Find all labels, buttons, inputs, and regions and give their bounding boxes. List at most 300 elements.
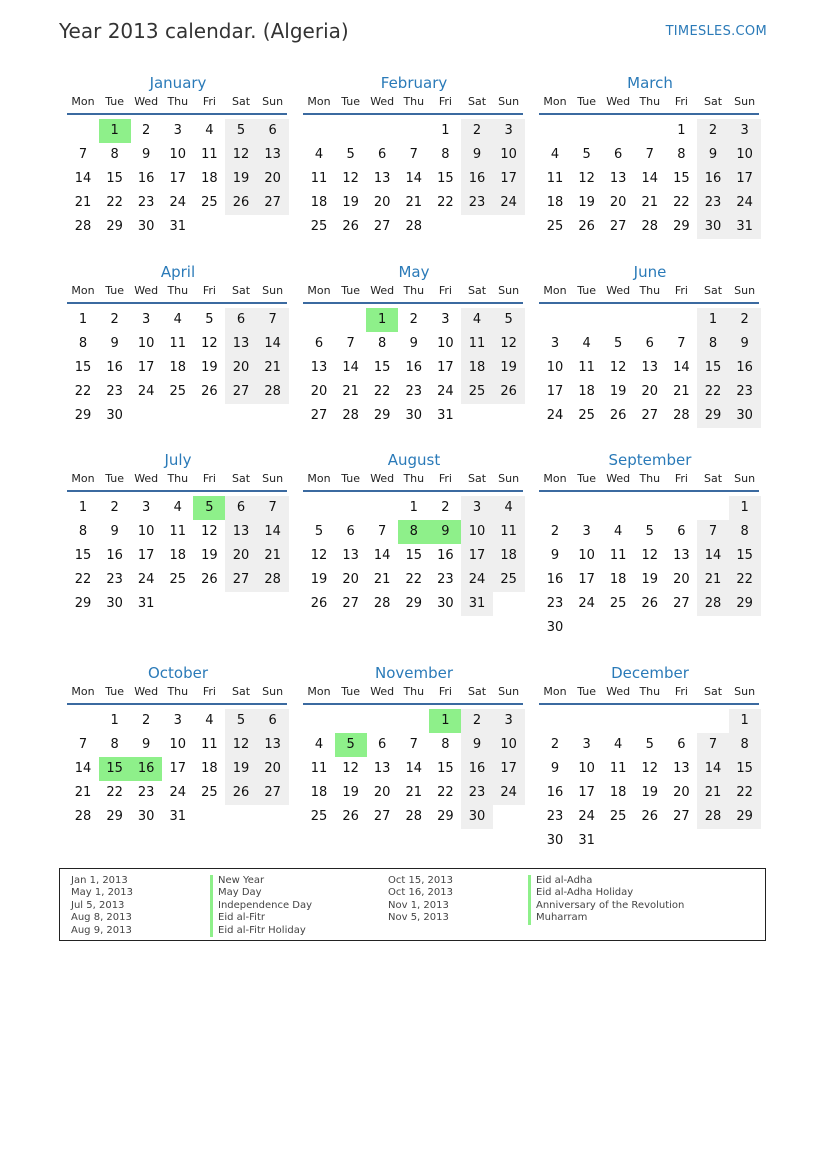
day-cell: 15 [673,171,690,186]
day-cell: 23 [437,572,454,587]
day-cell: 11 [493,520,525,544]
day-cell: 21 [697,781,729,805]
day-cell: 8 [78,336,88,351]
day-cell: 5 [582,147,591,162]
day-cell: 8 [697,332,729,356]
day-cell: 17 [493,167,525,191]
day-cell: 15 [437,761,454,776]
day-cell: 8 [110,147,119,162]
day-cell: 26 [342,809,359,824]
day-cell: 27 [609,219,627,234]
weekday-header [303,472,525,486]
day-cell: 5 [493,308,525,332]
day-cell: 12 [310,548,328,563]
day-cell: 2 [550,737,560,752]
day-cell: 20 [373,785,391,800]
header-rule [539,490,759,492]
day-cell: 2 [697,119,729,143]
day-cell: 16 [461,757,493,781]
day-cell: 24 [493,191,525,215]
day-cell: 15 [405,548,423,563]
weekday-header [539,685,761,699]
day-cell: 10 [137,524,155,539]
day-cell: 23 [546,596,564,611]
day-cell: 13 [310,360,328,375]
day-cell: 25 [461,380,493,404]
day-cell: 17 [437,360,454,375]
month-title: August [387,451,441,469]
day-cell: 5 [645,524,654,539]
day-cell: 3 [582,524,591,539]
day-cell: 1 [78,312,88,327]
weekday-label: Sat [467,95,487,108]
day-cell: 2 [110,312,119,327]
day-cell: 28 [405,809,423,824]
day-cell: 26 [493,380,525,404]
day-cell: 30 [697,215,729,239]
day-cell: 28 [373,596,391,611]
weekday-header [67,472,289,486]
weekday-label: Mon [71,284,95,297]
weekday-label: Wed [370,95,395,108]
day-cell: 18 [546,195,564,210]
day-cell: 26 [578,219,595,234]
day-cell: 17 [461,544,493,568]
day-cell: 7 [697,520,729,544]
day-cell: 3 [441,312,450,327]
day-cell: 5 [614,336,623,351]
day-cell: 29 [373,408,391,423]
day-cell: 4 [550,147,560,162]
legend-date: May 1, 2013 [71,887,134,899]
day-cell: 10 [437,336,454,351]
day-cell: 4 [614,524,623,539]
day-cell: 17 [729,167,761,191]
day-cell: 22 [437,785,454,800]
weekday-label: Mon [543,284,567,297]
day-cell: 10 [461,520,493,544]
day-cell: 25 [609,596,627,611]
day-cell: 24 [461,568,493,592]
holiday-day-cell: 8 [398,520,430,544]
day-cell: 3 [142,312,151,327]
day-cell: 17 [578,785,595,800]
day-cell: 22 [106,195,123,210]
day-cell: 29 [405,596,423,611]
month-title: December [611,664,689,682]
day-cell: 18 [609,572,627,587]
weekday-label: Tue [105,685,124,698]
day-cell: 24 [578,809,595,824]
day-cell: 4 [173,500,182,515]
header-rule [303,703,523,705]
day-cell: 9 [550,761,560,776]
weekday-label: Wed [606,472,631,485]
day-cell: 29 [106,809,123,824]
day-cell: 3 [493,709,525,733]
day-cell: 10 [729,143,761,167]
day-cell: 5 [225,709,257,733]
weekday-label: Sat [231,284,251,297]
day-cell: 20 [225,356,257,380]
day-cell: 31 [169,809,187,824]
weekday-label: Thu [167,472,189,485]
day-cell: 16 [137,171,155,186]
day-cell: 12 [609,360,627,375]
day-cell: 11 [169,336,187,351]
day-cell: 15 [74,548,92,563]
day-cell: 4 [205,123,214,138]
day-cell: 19 [493,356,525,380]
day-cell: 3 [582,737,591,752]
day-cell: 21 [673,384,690,399]
day-cell: 28 [697,592,729,616]
day-cell: 8 [729,733,761,757]
weekday-label: Wed [606,284,631,297]
day-cell: 26 [641,809,659,824]
day-cell: 25 [201,195,218,210]
day-cell: 26 [641,596,659,611]
day-cell: 30 [137,809,155,824]
day-cell: 7 [697,733,729,757]
legend-date: Nov 5, 2013 [388,912,449,924]
day-cell: 31 [137,596,155,611]
weekday-label: Mon [71,95,95,108]
legend-holiday-name: Anniversary of the Revolution [528,900,684,912]
day-cell: 6 [378,147,387,162]
day-cell: 5 [205,312,214,327]
weekday-header [67,95,289,109]
day-cell: 25 [310,219,328,234]
day-cell: 8 [78,524,88,539]
day-cell: 30 [137,219,155,234]
day-cell: 8 [729,520,761,544]
holiday-day-cell: 5 [193,496,225,520]
weekday-label: Mon [307,95,331,108]
weekday-label: Sat [467,685,487,698]
header-rule [539,703,759,705]
day-cell: 27 [673,596,690,611]
weekday-label: Sun [734,685,756,698]
legend-dates-right [388,875,453,925]
day-cell: 29 [729,592,761,616]
header-rule [303,490,523,492]
weekday-label: Thu [403,472,425,485]
day-cell: 16 [546,572,564,587]
holiday-day-cell: 9 [429,520,461,544]
day-cell: 2 [409,312,418,327]
day-cell: 13 [373,171,391,186]
weekday-label: Tue [577,284,596,297]
weekday-label: Sat [467,284,487,297]
day-cell: 7 [257,496,289,520]
day-cell: 12 [201,524,218,539]
day-cell: 21 [373,572,391,587]
weekday-label: Fri [674,685,688,698]
day-cell: 9 [142,737,151,752]
day-cell: 2 [729,308,761,332]
day-cell: 20 [342,572,359,587]
day-cell: 12 [342,761,359,776]
header-rule [67,302,287,304]
weekday-header [539,472,761,486]
day-cell: 17 [137,360,155,375]
day-cell: 29 [697,404,729,428]
day-cell: 28 [673,408,690,423]
day-cell: 25 [169,384,187,399]
day-cell: 27 [310,408,328,423]
day-cell: 26 [225,781,257,805]
day-cell: 20 [641,384,659,399]
day-cell: 30 [437,596,454,611]
day-cell: 19 [609,384,627,399]
weekday-label: Mon [307,685,331,698]
day-cell: 4 [461,308,493,332]
day-cell: 14 [257,520,289,544]
weekday-header [67,284,289,298]
day-cell: 7 [645,147,654,162]
day-cell: 4 [493,496,525,520]
day-cell: 13 [257,143,289,167]
weekday-label: Wed [370,472,395,485]
day-cell: 2 [441,500,450,515]
day-cell: 11 [310,761,328,776]
day-cell: 1 [729,709,761,733]
legend-names-right [528,875,684,925]
weekday-header [539,284,761,298]
legend-date: Oct 16, 2013 [388,887,453,899]
day-cell: 27 [373,219,391,234]
day-cell: 14 [697,757,729,781]
weekday-label: Wed [134,685,159,698]
weekday-label: Wed [370,685,395,698]
day-cell: 18 [169,360,187,375]
day-cell: 1 [409,500,418,515]
day-cell: 22 [697,380,729,404]
day-cell: 1 [78,500,88,515]
day-cell: 24 [437,384,454,399]
legend-date: Jul 5, 2013 [71,899,125,911]
day-cell: 29 [74,596,92,611]
weekday-label: Fri [202,685,216,698]
day-cell: 22 [673,195,690,210]
legend-holiday-name: Muharram [528,912,684,924]
day-cell: 27 [257,781,289,805]
weekday-label: Sun [498,95,520,108]
day-cell: 6 [225,496,257,520]
day-cell: 31 [461,592,493,616]
day-cell: 24 [137,384,155,399]
day-cell: 23 [405,384,423,399]
day-cell: 30 [461,805,493,829]
day-cell: 11 [201,737,218,752]
weekday-label: Fri [438,685,452,698]
day-cell: 17 [169,171,187,186]
weekday-label: Sun [262,284,284,297]
legend-holiday-name: Eid al-Adha Holiday [528,887,684,899]
month-title: July [164,451,192,469]
day-cell: 20 [310,384,328,399]
day-cell: 7 [346,336,355,351]
weekday-label: Sun [498,685,520,698]
legend-date: Nov 1, 2013 [388,899,449,911]
day-cell: 29 [729,805,761,829]
day-cell: 19 [342,785,359,800]
weekday-label: Tue [577,685,596,698]
day-cell: 11 [310,171,328,186]
day-cell: 20 [373,195,391,210]
day-cell: 27 [342,596,359,611]
weekday-label: Fri [674,472,688,485]
day-cell: 9 [142,147,151,162]
weekday-label: Mon [543,95,567,108]
day-cell: 28 [257,568,289,592]
day-cell: 24 [546,408,564,423]
day-cell: 6 [257,709,289,733]
weekday-label: Thu [403,95,425,108]
legend-date: Oct 15, 2013 [388,875,453,886]
month-title: April [160,263,196,281]
header-rule [67,490,287,492]
day-cell: 24 [729,191,761,215]
day-cell: 2 [550,524,560,539]
day-cell: 22 [405,572,423,587]
day-cell: 12 [225,733,257,757]
weekday-label: Fri [202,472,216,485]
day-cell: 11 [201,147,218,162]
day-cell: 21 [641,195,659,210]
day-cell: 16 [106,548,123,563]
weekday-label: Tue [341,95,360,108]
day-cell: 9 [550,548,560,563]
day-cell: 13 [641,360,659,375]
day-cell: 18 [310,195,328,210]
day-cell: 13 [673,548,690,563]
day-cell: 4 [205,713,214,728]
weekday-header [303,284,525,298]
weekday-label: Thu [639,685,661,698]
day-cell: 13 [373,761,391,776]
day-cell: 21 [74,195,92,210]
weekday-header [539,95,761,109]
day-cell: 10 [493,143,525,167]
weekday-label: Sat [467,472,487,485]
day-cell: 4 [614,737,623,752]
weekday-label: Tue [105,472,124,485]
day-cell: 11 [578,360,595,375]
day-cell: 13 [342,548,359,563]
month-title: May [398,263,430,281]
day-cell: 12 [578,171,595,186]
header-rule [67,703,287,705]
day-cell: 21 [257,356,289,380]
legend-date: Aug 8, 2013 [71,912,132,924]
day-cell: 1 [441,123,450,138]
day-cell: 6 [614,147,623,162]
weekday-label: Thu [639,284,661,297]
day-cell: 29 [74,408,92,423]
month-title: September [608,451,692,469]
day-cell: 19 [201,360,218,375]
day-cell: 22 [74,384,92,399]
day-cell: 12 [641,761,659,776]
day-cell: 8 [441,147,450,162]
month-title: November [374,664,454,682]
day-cell: 14 [405,171,423,186]
day-cell: 10 [169,737,187,752]
day-cell: 2 [461,709,493,733]
weekday-label: Mon [307,284,331,297]
day-cell: 25 [169,572,187,587]
day-cell: 8 [441,737,450,752]
day-cell: 19 [578,195,595,210]
day-cell: 15 [437,171,454,186]
day-cell: 26 [342,219,359,234]
day-cell: 12 [225,143,257,167]
day-cell: 7 [409,147,418,162]
weekday-label: Tue [105,95,124,108]
day-cell: 15 [74,360,92,375]
day-cell: 19 [641,785,659,800]
day-cell: 18 [169,548,187,563]
day-cell: 23 [546,809,564,824]
day-cell: 9 [110,336,119,351]
weekday-label: Mon [543,472,567,485]
day-cell: 28 [342,408,359,423]
day-cell: 23 [106,384,123,399]
day-cell: 18 [310,785,328,800]
header-rule [539,113,759,115]
month-title: June [633,263,667,281]
day-cell: 25 [609,809,627,824]
day-cell: 4 [314,147,324,162]
weekday-label: Sun [734,284,756,297]
weekday-label: Mon [71,685,95,698]
day-cell: 6 [645,336,654,351]
day-cell: 14 [405,761,423,776]
weekday-label: Sat [231,95,251,108]
day-cell: 20 [225,544,257,568]
month-title: February [380,74,448,92]
day-cell: 30 [729,404,761,428]
day-cell: 25 [201,785,218,800]
weekday-label: Sun [262,685,284,698]
day-cell: 23 [729,380,761,404]
day-cell: 11 [169,524,187,539]
day-cell: 10 [578,761,595,776]
day-cell: 17 [493,757,525,781]
legend-dates-left [71,875,133,937]
day-cell: 17 [137,548,155,563]
day-cell: 31 [729,215,761,239]
day-cell: 21 [697,568,729,592]
day-cell: 5 [346,147,355,162]
day-cell: 15 [729,544,761,568]
weekday-label: Wed [370,284,395,297]
legend-names-left [210,875,312,937]
weekday-label: Wed [606,685,631,698]
weekday-label: Mon [71,472,95,485]
day-cell: 1 [729,496,761,520]
day-cell: 16 [729,356,761,380]
day-cell: 22 [729,568,761,592]
brand-link[interactable]: TIMESLES.COM [665,24,767,39]
day-cell: 22 [106,785,123,800]
day-cell: 31 [578,833,595,848]
day-cell: 13 [609,171,627,186]
day-cell: 9 [461,143,493,167]
weekday-label: Fri [202,284,216,297]
